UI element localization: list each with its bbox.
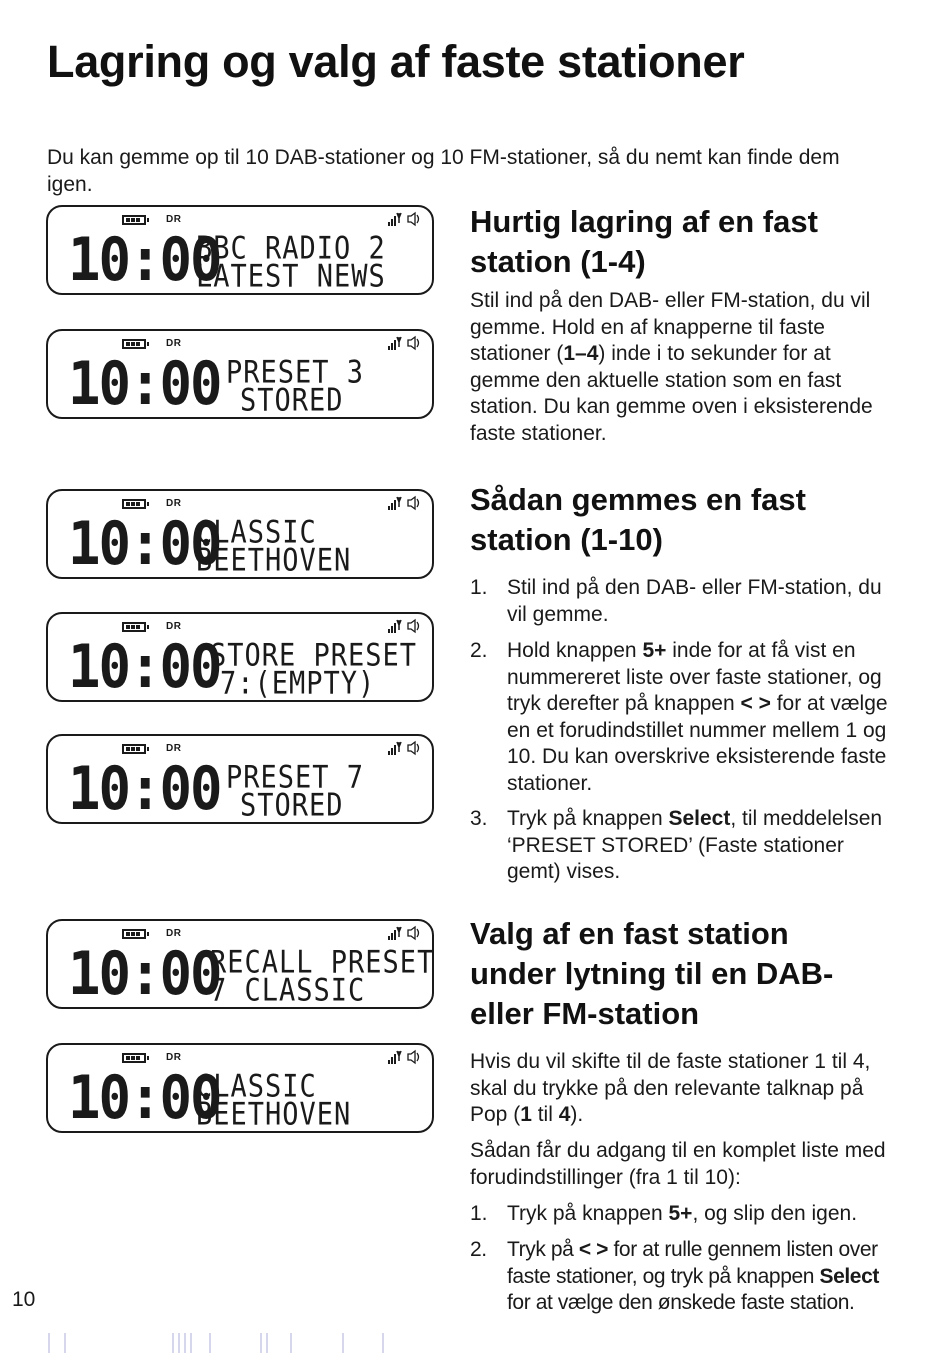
lcd-line-2: 7 CLASSIC	[210, 972, 366, 1009]
dr-label: DR	[166, 338, 182, 349]
bold-text: Select	[819, 1264, 879, 1288]
text-run: ) inde i to sekunder for at gemme den aktuelle station som en fast station. Du kan gemme oven i eksisterende faste stationer.	[470, 342, 873, 445]
signal-icon	[388, 740, 422, 756]
lcd-line-2: LATEST NEWS	[196, 258, 386, 295]
text-run: Tryk på	[507, 1238, 579, 1261]
lcd-display-3	[46, 489, 434, 579]
lcd-line-2: STORED	[240, 382, 344, 419]
signal-icon	[388, 925, 422, 941]
text-run: , til meddelelsen ‘PRESET STORED’ (Faste stationer gemt) vises.	[507, 807, 883, 883]
lcd-display-1	[46, 205, 434, 295]
lcd-clock: 10:00	[68, 631, 221, 702]
lcd-line-1: STORE PRESET	[210, 637, 418, 674]
lcd-display-5	[46, 734, 434, 824]
signal-icon	[388, 618, 422, 634]
heading-line: under lytning til en DAB-	[470, 956, 834, 991]
bold-text: 1	[520, 1103, 532, 1126]
dr-label: DR	[166, 621, 182, 632]
lcd-line-1: BBC RADIO 2	[196, 230, 386, 267]
page-number: 10	[12, 1288, 36, 1311]
section-paragraph: Sådan får du adgang til en komplet liste med forudindstillinger (fra 1 til 10):	[470, 1139, 886, 1189]
bold-text: < >	[578, 1238, 609, 1261]
lcd-clock: 10:00	[68, 1062, 221, 1133]
lcd-clock: 10:00	[68, 348, 221, 419]
text-run: til	[531, 1103, 559, 1126]
bold-text: Select	[668, 807, 731, 830]
dr-label: DR	[166, 498, 182, 509]
battery-icon	[122, 744, 146, 754]
text-run: Tryk på knappen	[507, 807, 669, 830]
heading-line: Valg af en fast station	[470, 916, 789, 951]
lcd-display-4	[46, 612, 434, 702]
list-number: 1.	[470, 576, 488, 599]
lcd-display-6	[46, 919, 434, 1009]
lcd-line-2: BEETHOVEN	[196, 1096, 352, 1133]
text-run: for at rulle gennem listen over faste stationer, og tryk på knappen	[507, 1238, 878, 1288]
lcd-line-2: BEETHOVEN	[196, 542, 352, 579]
lcd-clock: 10:00	[68, 938, 221, 1009]
lcd-line-1: CLASSIC	[196, 514, 317, 551]
bold-text: 4	[558, 1103, 571, 1126]
lcd-line-1: RECALL PRESET	[210, 944, 435, 981]
bold-text: 5+	[668, 1202, 693, 1225]
heading-line: Hurtig lagring af en fast	[470, 204, 818, 239]
list-text	[507, 1237, 900, 1317]
section-heading	[470, 480, 806, 560]
heading-line: eller FM-station	[470, 996, 700, 1031]
heading-line: station (1-10)	[470, 522, 663, 557]
list-item	[470, 1237, 900, 1317]
dr-label: DR	[166, 928, 182, 939]
text-run: , og slip den igen.	[692, 1202, 858, 1225]
text-run: Tryk på knappen	[507, 1202, 669, 1225]
bold-text: < >	[740, 692, 771, 715]
lcd-line-1: PRESET 3	[226, 354, 365, 391]
battery-icon	[122, 1053, 146, 1063]
dr-label: DR	[166, 1052, 182, 1063]
lcd-display-7	[46, 1043, 434, 1133]
signal-icon	[388, 1049, 422, 1065]
dr-label: DR	[166, 743, 182, 754]
text-run: Hvis du vil skifte til de faste stationer 1 til 4, skal du trykke på den relevante talknap på Pop (	[470, 1050, 871, 1126]
list-text	[507, 806, 900, 886]
battery-icon	[122, 929, 146, 939]
heading-line: Sådan gemmes en fast	[470, 482, 806, 517]
list-number: 3.	[470, 807, 488, 830]
bold-text: 5+	[642, 639, 667, 662]
text-run: for at vælge den ønskede faste station.	[507, 1291, 855, 1314]
list-item	[470, 806, 900, 886]
signal-icon	[388, 335, 422, 351]
lcd-line-1: CLASSIC	[196, 1068, 317, 1105]
list-item	[470, 1201, 900, 1228]
bold-text: 1–4	[563, 342, 599, 365]
heading-line: station (1-4)	[470, 244, 646, 279]
text-run: for at vælge en et forudindstillet nummer mellem 1 og 10. Du kan overskrive eksisterende faste stationer.	[507, 692, 888, 795]
print-marks	[45, 1333, 445, 1355]
page-title: Lagring og valg af faste stationer	[47, 36, 745, 87]
battery-icon	[122, 339, 146, 349]
section-heading	[470, 202, 818, 282]
lcd-clock: 10:00	[68, 224, 221, 295]
signal-icon	[388, 495, 422, 511]
lcd-clock: 10:00	[68, 508, 221, 579]
list-item	[470, 638, 900, 797]
battery-icon	[122, 622, 146, 632]
section-paragraph	[470, 1049, 900, 1129]
text-run: Hold knappen	[507, 639, 643, 662]
list-text	[507, 638, 900, 797]
text-run: inde for at få vist en nummereret liste over faste stationer, og tryk derefter på knappen	[507, 639, 882, 715]
lcd-clock: 10:00	[68, 753, 221, 824]
dr-label: DR	[166, 214, 182, 225]
lcd-line-1: PRESET 7	[226, 759, 365, 796]
lcd-display-2	[46, 329, 434, 419]
lcd-line-2: STORED	[240, 787, 344, 824]
section-heading	[470, 914, 833, 1034]
list-item	[470, 575, 900, 628]
list-number: 2.	[470, 1238, 487, 1261]
section-paragraph	[470, 288, 900, 447]
list-number: 2.	[470, 639, 488, 662]
signal-icon	[388, 211, 422, 227]
list-number: 1.	[470, 1202, 488, 1225]
text-run: ).	[570, 1103, 584, 1126]
battery-icon	[122, 215, 146, 225]
list-text: Stil ind på den DAB- eller FM-station, du vil gemme.	[507, 576, 882, 626]
text-run: Stil ind på den DAB- eller FM-station, du vil gemme. Hold en af knapperne til faste stationer (	[470, 289, 871, 365]
intro-paragraph: Du kan gemme op til 10 DAB-stationer og 10 FM-stationer, så du nemt kan finde dem igen.	[47, 146, 840, 196]
lcd-line-2: 7:(EMPTY)	[220, 665, 376, 702]
list-text	[507, 1201, 900, 1228]
battery-icon	[122, 499, 146, 509]
